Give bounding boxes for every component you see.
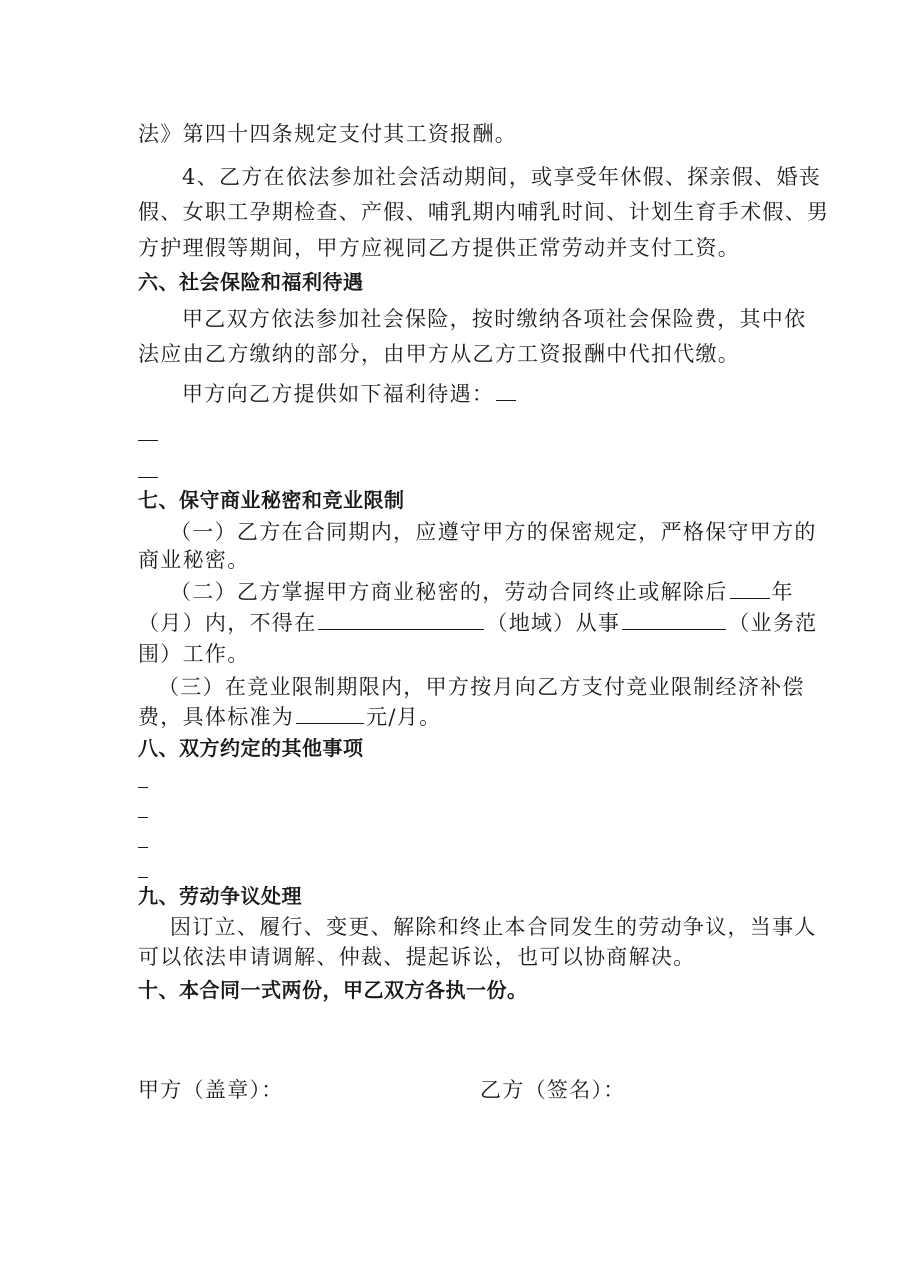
section-heading-6: 六、社会保险和福利待遇 (138, 270, 364, 294)
text-line: 4、乙方在依法参加社会活动期间，或享受年休假、探亲假、婚丧 (182, 165, 822, 189)
blank-line[interactable] (138, 477, 158, 478)
blank-line[interactable] (138, 440, 158, 441)
clause-text: 元/月。 (366, 705, 442, 729)
section-heading-10: 十、本合同一式两份，甲乙双方各执一份。 (138, 978, 528, 1002)
region-blank[interactable] (318, 609, 484, 630)
text-line: 法应由乙方缴纳的部分，由甲方从乙方工资报酬中代扣代缴。 (138, 342, 741, 366)
party-b-signature[interactable]: 乙方（签名）： (480, 1078, 626, 1102)
blank-line[interactable] (138, 847, 148, 848)
text-line: 方护理假等期间，甲方应视同乙方提供正常劳动并支付工资。 (138, 236, 741, 260)
clause-2-line-1 (170, 577, 794, 607)
text-line: （三）在竞业限制期限内，甲方按月向乙方支付竞业限制经济补偿 (158, 675, 805, 699)
welfare-line (182, 379, 518, 409)
clause-text: （月）内，不得在 (138, 611, 317, 635)
business-blank[interactable] (622, 609, 726, 630)
text-line: 因订立、履行、变更、解除和终止本合同发生的劳动争议，当事人 (170, 915, 817, 939)
clause-text: 年 (771, 580, 794, 604)
blank-line[interactable] (138, 787, 148, 788)
compensation-blank[interactable] (296, 703, 364, 724)
years-blank[interactable] (730, 578, 770, 599)
clause-text: （地域）从事 (486, 611, 621, 635)
clause-text: （二）乙方掌握甲方商业秘密的，劳动合同终止或解除后 (170, 580, 728, 604)
clause-text: 费，具体标准为 (138, 705, 295, 729)
text-line: 假、女职工孕期检查、产假、哺乳期内哺乳时间、计划生育手术假、男 (138, 200, 830, 224)
text-line: 可以依法申请调解、仲裁、提起诉讼，也可以协商解决。 (138, 945, 696, 969)
welfare-blank[interactable] (496, 380, 516, 401)
clause-3-line-2 (138, 702, 441, 732)
clause-2-line-2 (138, 608, 817, 638)
clause-text: （业务范 (728, 611, 818, 635)
text-line: 法》第四十四条规定支付其工资报酬。 (138, 122, 518, 146)
welfare-label: 甲方向乙方提供如下福利待遇： (182, 382, 495, 406)
blank-line[interactable] (138, 817, 148, 818)
section-heading-8: 八、双方约定的其他事项 (138, 736, 364, 760)
section-heading-9: 九、劳动争议处理 (138, 884, 302, 908)
party-a-signature[interactable]: 甲方（盖章）： (138, 1078, 284, 1102)
text-line: （一）乙方在合同期内，应遵守甲方的保密规定，严格保守甲方的 (170, 520, 817, 544)
text-line: 商业秘密。 (138, 548, 250, 572)
section-heading-7: 七、保守商业秘密和竞业限制 (138, 488, 405, 512)
text-line: 甲乙双方依法参加社会保险，按时缴纳各项社会保险费，其中依 (182, 307, 807, 331)
text-line: 围）工作。 (138, 642, 250, 666)
blank-line[interactable] (138, 877, 148, 878)
